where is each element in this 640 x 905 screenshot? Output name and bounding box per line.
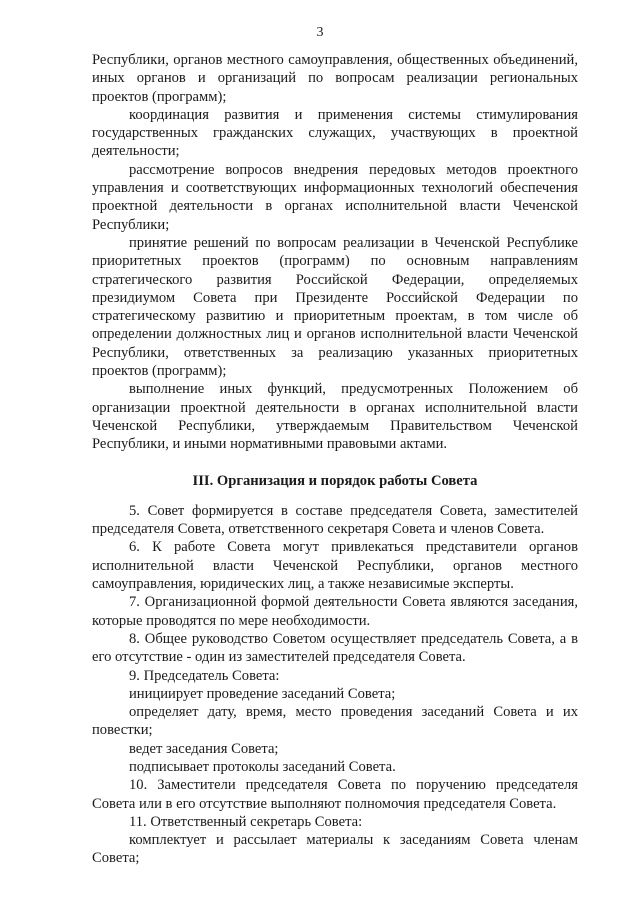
- paragraph: ведет заседания Совета;: [129, 740, 279, 757]
- paragraph: инициирует проведение заседаний Совета;: [129, 685, 396, 702]
- paragraph: 9. Председатель Совета:: [129, 667, 280, 684]
- paragraph: 10. Заместители председателя Совета по поручению председателя Совета или в его отсутствие выполняют полномочия председателя Совета.: [92, 777, 578, 812]
- paragraph: выполнение иных функций, предусмотренных Положением об организации проектной деятельности в органах исполнительной власти Чеченской Республики, утверждаемым Правительством Чеченской Республики, и иными нормативными правовыми актами.: [92, 381, 578, 453]
- paragraph: подписывает протоколы заседаний Совета.: [129, 758, 396, 775]
- paragraph: принятие решений по вопросам реализации в Чеченской Республике приоритетных проектов (программ) по основным направлениям стратегического развития Российской Федерации, определяемых президиумом Совета при Президенте Российской Федерации по стратегическому развитию и приоритетным проектам, в том числе об определении должностных лиц и органов исполнительной власти Чеченской Республики, ответственных за реализацию указанных приоритетных проектов (программ);: [92, 234, 578, 380]
- paragraph: 7. Организационной формой деятельности Совета являются заседания, которые проводятся по мере необходимости.: [92, 594, 578, 629]
- paragraph: Республики, органов местного самоуправления, общественных объединений, иных органов и организаций по вопросам реализации региональных проектов (программ);: [92, 52, 578, 105]
- document-body: [92, 51, 578, 868]
- paragraph: 5. Совет формируется в составе председателя Совета, заместителей председателя Совета, ответственного секретаря Совета и членов Совета.: [92, 502, 578, 538]
- paragraph: комплектует и рассылает материалы к заседаниям Совета членам Совета;: [92, 832, 578, 867]
- paragraph: рассмотрение вопросов внедрения передовых методов проектного управления и соответствующих информационных технологий обеспечения проектной деятельности в органах исполнительной власти Чеченской Республики;: [92, 161, 578, 233]
- paragraph: 8. Общее руководство Советом осуществляет председатель Совета, а в его отсутствие - один из заместителей председателя Совета.: [92, 630, 578, 666]
- paragraph: 6. К работе Совета могут привлекаться представители органов исполнительной власти Чеченской Республики, органов местного самоуправления, юридических лиц, а также независимые эксперты.: [92, 539, 578, 593]
- paragraph: определяет дату, время, место проведения заседаний Совета и их повестки;: [92, 704, 578, 739]
- page-number: 3: [316, 25, 324, 40]
- paragraph: координация развития и применения системы стимулирования государственных гражданских служащих, участвующих в проектной деятельности;: [92, 106, 578, 160]
- paragraph: 11. Ответственный секретарь Совета:: [129, 813, 363, 830]
- section-heading: III. Организация и порядок работы Совета: [192, 472, 478, 489]
